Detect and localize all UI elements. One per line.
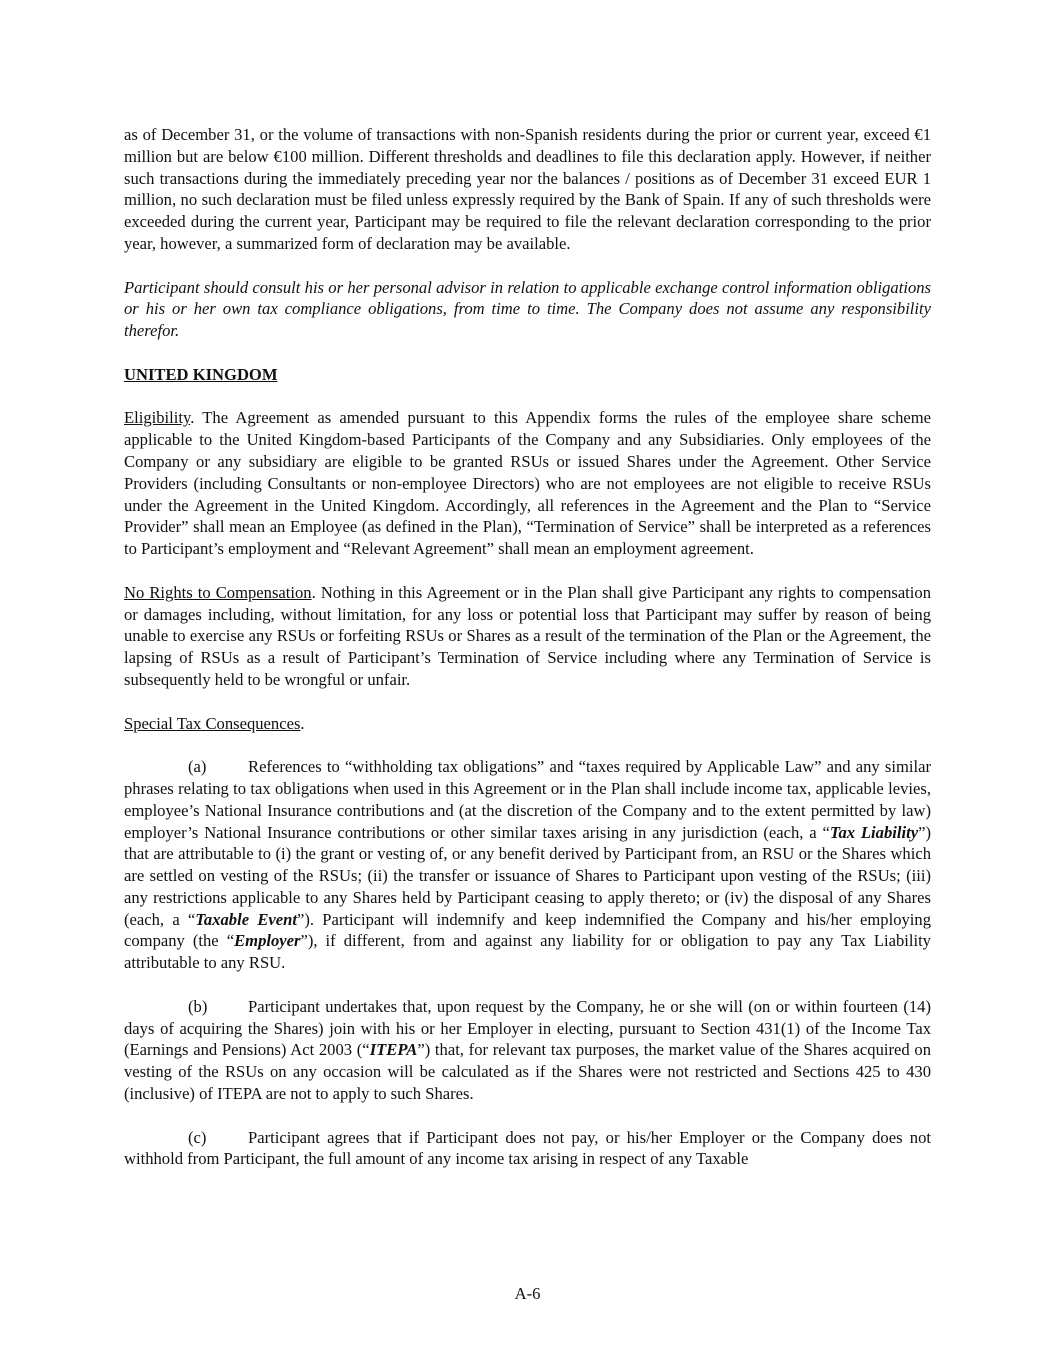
- item-a-term-employer: Employer: [234, 931, 301, 951]
- item-b-text-1: Participant undertakes that, upon request by the Company, he or she will (on or within fourteen (14) days of acquiring the Shares) join with his or her Employer in electing, pursuant to Section 431(1) of the Income Tax (Earnings and Pensions) Act 2003 (“: [124, 996, 931, 1060]
- special-tax-suffix: .: [300, 713, 305, 733]
- eligibility-body: . The Agreement as amended pursuant to this Appendix forms the rules of the employee share scheme applicable to the United Kingdom-based Participants of the Company and any Subsidiaries. Only employees of the Company or any subsidiary are eligible to be granted RSUs or issued Shares under the Agreement. Other Service Providers (including Consultants or non-employee Directors) who are not employees are not eligible to receive RSUs under the Agreement in the United Kingdom. Accordingly, all references in the Agreement and the Plan to “Service Provider” shall mean an Employee (as defined in the Plan), “Termination of Service” shall be interpreted as a references to Participant’s employment and “Relevant Agreement” shall mean an employment agreement.: [124, 408, 931, 559]
- item-c-label: (c): [188, 1127, 207, 1147]
- paragraph-spain-declaration: as of December 31, or the volume of transactions with non-Spanish residents during the prior or current year, exceed €1 million but are below €100 million. Different thresholds and deadlines to file this declaration apply. However, if neither such transactions during the immediately preceding year nor the balances / positions as of December 31 exceed EUR 1 million, no such declaration must be filed unless expressly required by the Bank of Spain. If any of such thresholds were exceeded during the current year, Participant may be required to file the relevant declaration corresponding to the prior year, however, a summarized form of declaration may be available.: [124, 125, 931, 253]
- item-a-text-1: References to “withholding tax obligations” and “taxes required by Applicable Law” and any similar phrases relating to tax obligations when used in this Agreement or in the Plan shall include income tax, applicable levies, employee’s National Insurance contributions and (at the discretion of the Company and to the extent permitted by law) employer’s National Insurance contributions or other similar taxes arising in any jurisdiction (each, a “: [124, 757, 931, 842]
- item-a-text-3: ”). Participant will indemnify and keep indemnified the Company and his/her employing company (the “: [124, 909, 932, 951]
- item-b-term-itepa: ITEPA: [369, 1040, 418, 1060]
- special-tax-title: Special Tax Consequences: [124, 713, 301, 733]
- paragraph-item-a: [124, 756, 931, 974]
- item-a-text-2: ”) that are attributable to (i) the grant or vesting of, or any benefit derived by Participant from, an RSU or the Shares which are settled on vesting of the RSUs; (ii) the transfer or issuance of Shares to Participant upon vesting of the RSUs; (iii) any restrictions applicable to any Shares held by Participant ceasing to apply thereto; or (iv) the disposal of any Shares (each, a “: [124, 822, 931, 929]
- section-heading-united-kingdom: UNITED KINGDOM: [124, 364, 278, 384]
- item-b-text-2: ”) that, for relevant tax purposes, the market value of the Shares acquired on vesting of the RSUs on any occasion will be calculated as if the Shares were not restricted and Sections 425 to 430 (inclusive) of ITEPA are not to apply to such Shares.: [124, 1040, 931, 1104]
- no-rights-title: No Rights to Compensation: [124, 582, 312, 602]
- item-a-text-4: ”), if different, from and against any liability for or obligation to pay any Tax Liability attributable to any RSU.: [124, 931, 931, 973]
- item-a-term-tax-liability: Tax Liability: [829, 822, 919, 842]
- item-a-label: (a): [188, 757, 207, 777]
- item-a-term-taxable-event: Taxable Event: [195, 909, 297, 929]
- paragraph-eligibility: [124, 407, 931, 560]
- paragraph-item-b: [124, 996, 931, 1105]
- item-c-text-1: Participant agrees that if Participant does not pay, or his/her Employer or the Company does not withhold from Participant, the full amount of any income tax arising in respect of any Taxable: [124, 1127, 931, 1169]
- page-number: A-6: [514, 1284, 541, 1303]
- paragraph-advisor-notice: Participant should consult his or her personal advisor in relation to applicable exchange control information obligations or his or her own tax compliance obligations, from time to time. The Company does not assume any responsibility therefor.: [124, 277, 931, 341]
- eligibility-title: Eligibility: [124, 408, 191, 428]
- paragraph-no-rights-to-compensation: [124, 582, 931, 691]
- document-body: [124, 124, 931, 1192]
- item-b-label: (b): [188, 996, 208, 1016]
- no-rights-body: . Nothing in this Agreement or in the Plan shall give Participant any rights to compensation or damages including, without limitation, for any loss or potential loss that Participant may suffer by reason of being unable to exercise any RSUs or forfeiting RSUs or Shares as a result of the termination of the Plan or the Agreement, the lapsing of RSUs as a result of Participant’s Termination of Service including where any Termination of Service is subsequently held to be wrongful or unfair.: [124, 582, 931, 689]
- paragraph-item-c: [124, 1127, 931, 1171]
- paragraph-special-tax-consequences: [124, 713, 931, 735]
